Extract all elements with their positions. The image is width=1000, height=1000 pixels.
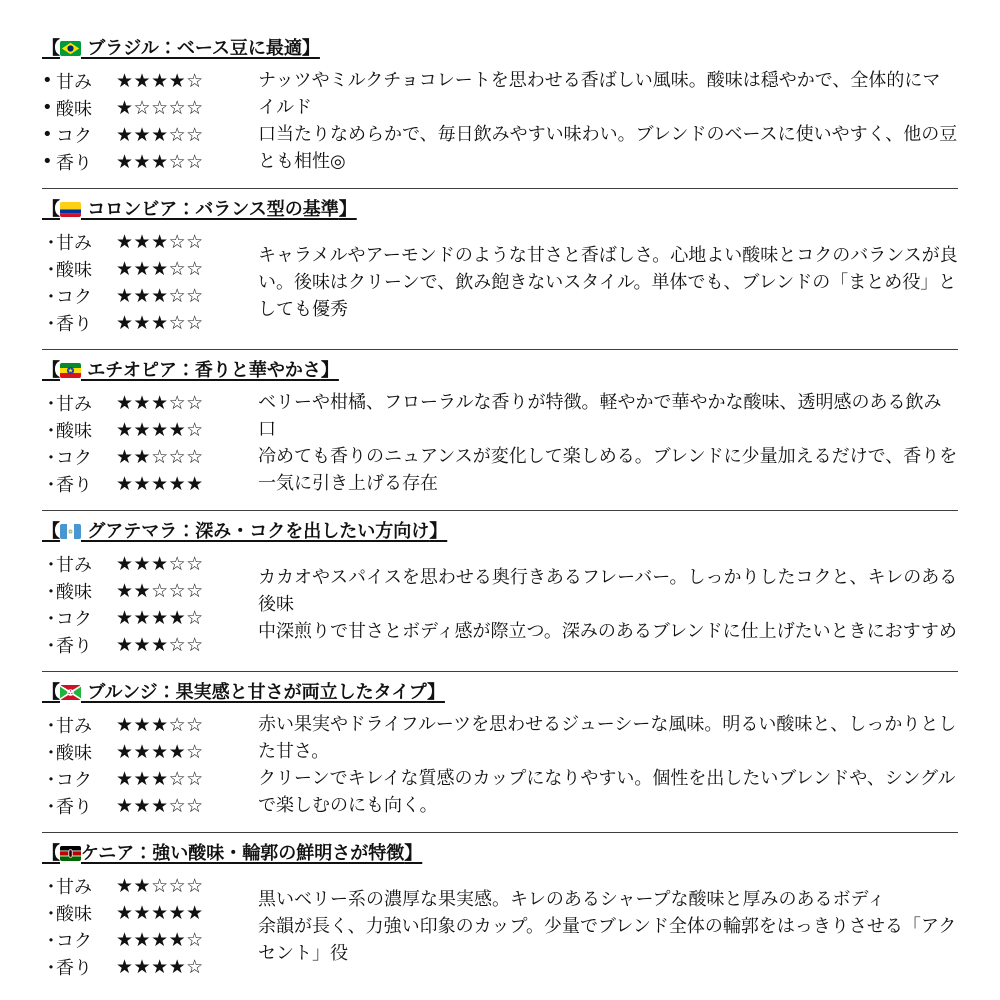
rating-row [42,121,258,148]
ratings-table [42,550,258,658]
kenya-section [42,833,958,993]
rating-label: 香り [56,152,92,174]
bullet: ・ [42,742,60,764]
star-rating: ★★☆☆☆ [116,445,204,468]
section-body [42,550,958,658]
rating-row [42,872,258,899]
ratings-table [42,711,258,819]
section-body [42,228,958,336]
section-title-text: コロンビア：バランス型の基準 [81,199,339,220]
title-bracket-open: 【 [42,199,60,220]
kenya-flag [60,846,81,861]
rating-label: 香り [56,635,92,657]
rating-row [42,899,258,926]
description-paragraph: 冷めても香りのニュアンスが変化して楽しめる。ブレンドに少量加えるだけで、香りを一気に引き上げる存在 [258,446,958,494]
rating-row [42,550,258,577]
rating-row [42,389,258,416]
rating-label: 甘み [56,554,92,576]
bullet: ・ [42,796,60,818]
section-body [42,872,958,980]
rating-label: 香り [56,796,92,818]
rating-row [42,94,258,121]
description-paragraph: 赤い果実やドライフルーツを思わせるジューシーな風味。明るい酸味と、しっかりとした甘さ。 [258,714,957,762]
bullet: ・ [42,474,60,496]
star-rating: ★☆☆☆☆ [116,96,204,119]
burundi-section [42,672,958,833]
bullet: ・ [42,635,60,657]
star-rating: ★★★★★ [116,901,204,924]
guatemala-section [42,511,958,672]
rating-label: 酸味 [56,903,92,925]
title-bracket-close: 】 [404,843,423,864]
title-bracket-open: 【 [42,843,60,864]
bullet: ・ [42,581,60,603]
rating-label: 甘み [56,71,92,93]
rating-label: 甘み [56,715,92,737]
star-rating: ★★★★☆ [116,740,204,763]
bullet: ・ [42,608,60,630]
star-rating: ★★★☆☆ [116,284,204,307]
star-rating: ★★★☆☆ [116,257,204,280]
description-paragraph: クリーンでキレイな質感のカップになりやすい。個性を出したいブレンドや、シングルで楽しむのにも向く。 [258,768,956,816]
rating-label: 香り [56,957,92,979]
star-rating: ★★★★★ [116,472,204,495]
section-title [42,196,958,223]
star-rating: ★★★☆☆ [116,150,204,173]
description [258,711,958,819]
burundi-flag [60,685,81,700]
star-rating: ★★★☆☆ [116,767,204,790]
bullet: ・ [42,554,60,576]
rating-label: コク [56,125,92,147]
description-paragraph: ベリーや柑橘、フローラルな香りが特徴。軽やかで華やかな酸味、透明感のある飲み口 [258,392,942,440]
ethiopia-section [42,350,958,511]
rating-row [42,631,258,658]
rating-label: コク [56,930,92,952]
star-rating: ★★★☆☆ [116,794,204,817]
section-body [42,67,958,175]
rating-row [42,443,258,470]
ratings-table [42,67,258,175]
section-title [42,35,958,62]
bullet: ・ [42,957,60,979]
bullet: ・ [42,715,60,737]
section-title [42,840,958,867]
rating-label: 甘み [56,876,92,898]
rating-label: 甘み [56,232,92,254]
rating-row [42,604,258,631]
rating-label: コク [56,286,92,308]
star-rating: ★★★☆☆ [116,391,204,414]
rating-row [42,577,258,604]
rating-row [42,738,258,765]
bullet: ・ [42,286,60,308]
star-rating: ★★★☆☆ [116,230,204,253]
bullet: • [42,70,53,91]
rating-label: 酸味 [56,98,92,120]
ratings-table [42,389,258,497]
bullet: ・ [42,876,60,898]
section-title-underline [42,521,447,542]
rating-label: 香り [56,474,92,496]
star-rating: ★★★★☆ [116,928,204,951]
section-title-text: ケニア：強い酸味・輪郭の鮮明さが特徴 [81,843,405,864]
title-bracket-close: 】 [426,682,445,703]
description-paragraph: 中深煎りで甘さとボディ感が際立つ。深みのあるブレンドに仕上げたいときにおすすめ [258,620,957,642]
guatemala-flag [60,524,81,539]
description-paragraph: ナッツやミルクチョコレートを思わせる香ばしい風味。酸味は穏やかで、全体的にマイルド [258,70,941,118]
ratings-table [42,228,258,336]
section-title [42,357,958,384]
bullet: ・ [42,903,60,925]
rating-row [42,309,258,336]
rating-row [42,416,258,443]
bullet: • [42,124,53,145]
rating-row [42,228,258,255]
star-rating: ★★★☆☆ [116,123,204,146]
bullet: ・ [42,313,60,335]
description-paragraph: 余韻が長く、力強い印象のカップ。少量でブレンド全体の輪郭をはっきりさせる「アクセント」役 [258,915,957,964]
title-bracket-close: 】 [320,360,339,381]
bullet: ・ [42,769,60,791]
title-bracket-close: 】 [429,521,448,542]
section-body [42,711,958,819]
section-title-text: エチオピア：香りと華やかさ [81,360,321,381]
section-title-text: ブルンジ：果実感と甘さが両立したタイプ [81,682,427,703]
rating-label: コク [56,608,92,630]
sections-container [42,28,958,993]
colombia-section [42,189,958,350]
description [258,67,958,175]
rating-label: 酸味 [56,420,92,442]
bullet: ・ [42,420,60,442]
brazil-section [42,28,958,189]
star-rating: ★★★★☆ [116,606,204,629]
star-rating: ★★★★☆ [116,955,204,978]
description-paragraph: カカオやスパイスを思わせる奥行きあるフレーバー。しっかりしたコクと、キレのある後味 [258,566,958,615]
bullet: ・ [42,447,60,469]
description [258,886,958,967]
title-bracket-open: 【 [42,360,60,381]
rating-row [42,255,258,282]
star-rating: ★★★★☆ [116,418,204,441]
bullet: • [42,97,53,118]
description-paragraph: キャラメルやアーモンドのような甘さと香ばしさ。心地よい酸味とコクのバランスが良い。後味はクリーンで、飲み飽きないスタイル。単体でも、ブレンドの「まとめ役」としても優秀 [258,244,958,320]
ethiopia-flag [60,363,81,378]
star-rating: ★★★☆☆ [116,311,204,334]
bullet: ・ [42,259,60,281]
section-title-underline [42,360,339,381]
rating-row [42,765,258,792]
section-title [42,679,958,706]
bullet: ・ [42,232,60,254]
rating-row [42,282,258,309]
section-title-underline [42,38,320,59]
bullet: • [42,151,53,172]
rating-label: 香り [56,313,92,335]
section-body [42,389,958,497]
rating-label: コク [56,447,92,469]
star-rating: ★★☆☆☆ [116,874,204,897]
description [258,242,958,323]
colombia-flag [60,202,81,217]
section-title-underline [42,682,445,703]
title-bracket-open: 【 [42,38,60,59]
description-paragraph: 黒いベリー系の濃厚な果実感。キレのあるシャープな酸味と厚みのあるボディ [258,888,886,910]
star-rating: ★★☆☆☆ [116,579,204,602]
rating-row [42,792,258,819]
rating-label: 酸味 [56,259,92,281]
star-rating: ★★★★☆ [116,69,204,92]
section-title-text: ブラジル：ベース豆に最適 [81,38,302,59]
description [258,389,958,497]
section-title-text: グアテマラ：深み・コクを出したい方向け [81,521,430,542]
star-rating: ★★★☆☆ [116,552,204,575]
title-bracket-open: 【 [42,521,60,542]
bullet: ・ [42,930,60,952]
title-bracket-close: 】 [301,38,320,59]
rating-row [42,953,258,980]
rating-row [42,470,258,497]
rating-label: コク [56,769,92,791]
rating-label: 酸味 [56,742,92,764]
section-title [42,518,958,545]
rating-row [42,148,258,175]
star-rating: ★★★☆☆ [116,633,204,656]
description [258,564,958,645]
section-title-underline [42,843,422,864]
section-title-underline [42,199,357,220]
ratings-table [42,872,258,980]
bullet: ・ [42,393,60,415]
star-rating: ★★★☆☆ [116,713,204,736]
description-paragraph: 口当たりなめらかで、毎日飲みやすい味わい。ブレンドのベースに使いやすく、他の豆とも相性◎ [258,124,958,172]
rating-row [42,926,258,953]
rating-row [42,67,258,94]
rating-label: 酸味 [56,581,92,603]
brazil-flag [60,41,81,56]
rating-row [42,711,258,738]
title-bracket-open: 【 [42,682,60,703]
title-bracket-close: 】 [338,199,357,220]
rating-label: 甘み [56,393,92,415]
